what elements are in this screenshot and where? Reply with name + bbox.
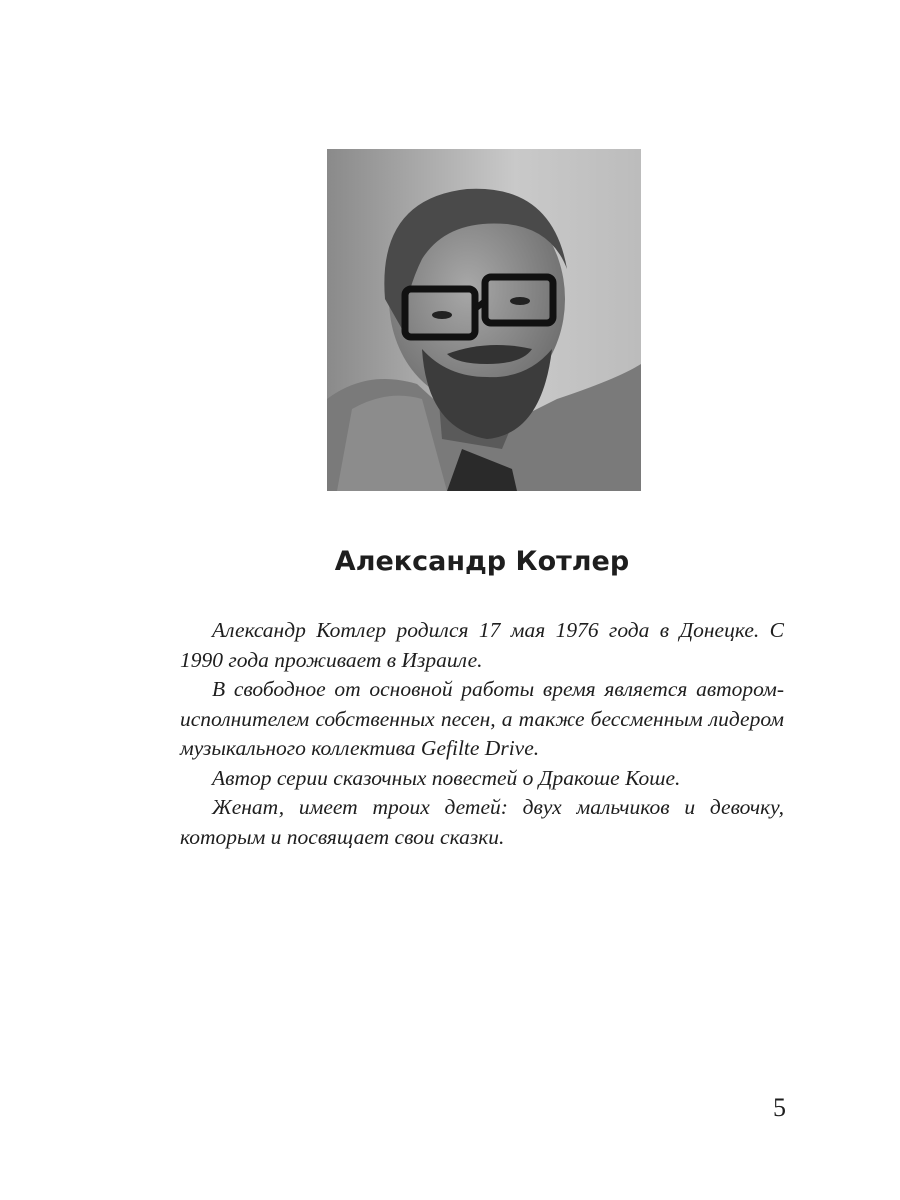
bio-paragraph: Женат, имеет троих детей: двух мальчиков и девочку, которым и посвящает свои сказки. [180,795,784,849]
author-bio [180,616,784,852]
page-number: 5 [773,1093,786,1122]
bio-paragraph: Александр Котлер родился 17 мая 1976 года в Донецке. С 1990 года проживает в Израиле. [180,618,784,672]
author-name: Александр Котлер [334,546,630,577]
author-photo [327,149,641,491]
bio-paragraph: В свободное от основной работы время является автором-исполнителем собственных песен, а также бессменным лидером музыкального коллектива Gefilte Drive. [180,677,784,760]
bio-paragraph: Автор серии сказочных повестей о Дракоше Коше. [212,765,681,790]
author-portrait-icon [327,149,641,491]
